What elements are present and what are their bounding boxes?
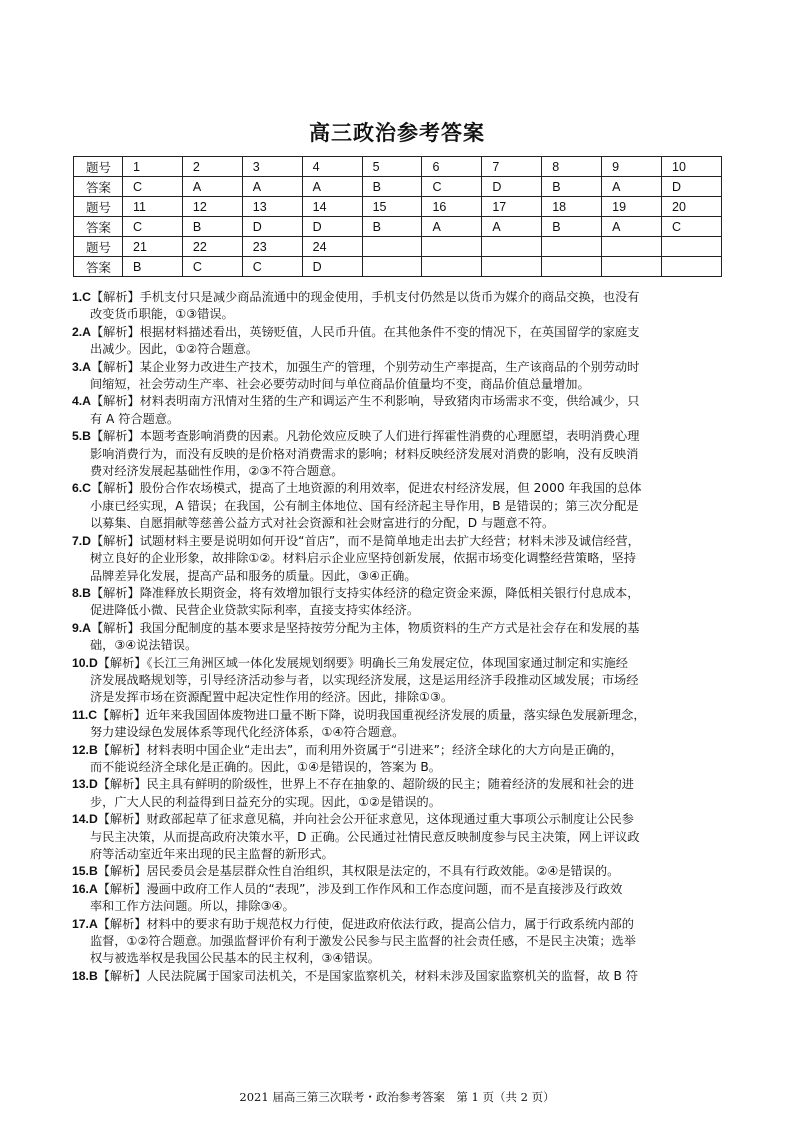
table-cell: B <box>362 177 422 197</box>
explanation-line: 费对经济发展起基础性作用，②③不符合题意。 <box>90 464 344 479</box>
explanation-line: 间缩短，社会劳动生产率、社会必要劳动时间与单位商品价值量均不变，商品价值总量增加。 <box>90 377 590 392</box>
table-cell <box>482 257 542 277</box>
explanation-text: 根据材料描述看出，英镑贬值，人民币升值。在其他条件不变的情况下，在英国留学的家庭支 <box>139 324 640 339</box>
explanation-line <box>72 811 732 828</box>
explanation-text: 材料表明南方汛情对生猪的生产和调运产生不利影响，导致猪肉市场需求不变，供给减少，只 <box>139 394 640 409</box>
analysis-tag: 【解析】 <box>97 864 147 879</box>
explanation-item <box>72 585 732 620</box>
explanation-item <box>72 533 732 585</box>
question-answer-label: 15.B <box>72 864 98 879</box>
table-cell: 19 <box>602 197 662 217</box>
table-cell: C <box>662 217 722 237</box>
explanation-line: 础，③④说法错误。 <box>90 638 198 653</box>
explanation-text: 近年来我国固体废物进口量不断下降，说明我国重视经济发展的质量，落实绿色发展新理念， <box>145 707 646 722</box>
explanation-text: 股份合作农场模式，提高了土地资源的利用效率，促进农村经济发展，但 2000 年我国的总体 <box>139 481 642 496</box>
table-cell: 9 <box>602 157 662 177</box>
explanation-text: 我国分配制度的基本要求是坚持按劳分配为主体，物质资料的生产方式是社会存在和发展的基 <box>139 620 640 635</box>
page-footer: 2021 届高三第三次联考・政治参考答案 第 1 页（共 2 页） <box>239 1090 555 1104</box>
table-row <box>74 217 722 237</box>
explanation-text: 人民法院属于国家司法机关，不是国家监察机关，材料未涉及国家监察机关的监督，故 B 符 <box>146 968 638 983</box>
analysis-tag: 【解析】 <box>90 394 140 409</box>
table-cell <box>662 237 722 257</box>
explanation-item <box>72 776 732 811</box>
explanation-text: 试题材料主要是说明如何开设“首店”，而不是简单地走出去扩大经营；材料未涉及诚信经营， <box>139 533 640 548</box>
explanation-line: 济发展战略规划等，引导经济活动参与者，以实现经济发展，这是运用经济手段推动区域发展；市场经 <box>90 672 639 687</box>
page-title: 高三政治参考答案 <box>309 120 485 145</box>
explanation-item <box>72 359 732 394</box>
explanation-line: 品牌差异化发展，提高产品和服务的质量。因此，③④正确。 <box>90 568 417 583</box>
table-cell: B <box>362 217 422 237</box>
explanation-text: 民主具有鲜明的阶级性，世界上不存在抽象的、超阶级的民主；随着经济的发展和社会的进 <box>146 777 634 792</box>
question-answer-label: 7.D <box>72 533 91 548</box>
explanation-line: 改变货币职能，①③错误。 <box>90 307 234 322</box>
table-cell: A <box>602 217 662 237</box>
explanation-line <box>72 881 732 898</box>
analysis-tag: 【解析】 <box>90 324 140 339</box>
table-cell: 11 <box>123 197 183 217</box>
explanation-line: 率和工作方法问题。所以，排除③④。 <box>90 899 295 914</box>
analysis-tag: 【解析】 <box>97 742 147 757</box>
explanation-item <box>72 289 732 324</box>
explanation-text: 降准释放长期资金，将有效增加银行支持实体经济的稳定资金来源，降低相关银行付息成本， <box>139 585 640 600</box>
analysis-tag: 【解析】 <box>97 881 147 896</box>
explanation-text: 本题考查影响消费的因素。凡勃伦效应反映了人们进行挥霍性消费的心理愿望，表明消费心理 <box>139 429 640 444</box>
explanation-line <box>72 585 732 602</box>
table-cell: C <box>182 257 242 277</box>
explanation-text: 居民委员会是基层群众性自治组织，其权限是法定的，不具有行政效能。②④是错误的。 <box>146 864 620 879</box>
row-label-cell: 题号 <box>74 237 123 257</box>
explanation-item <box>72 620 732 655</box>
explanation-line: 小康已经实现，A 错误；在我国，公有制主体地位、国有经济起主导作用，B 是错误的；第三次分配是 <box>90 498 639 513</box>
explanation-item <box>72 655 732 707</box>
table-cell: 7 <box>482 157 542 177</box>
table-cell <box>662 257 722 277</box>
table-cell: 23 <box>242 237 302 257</box>
explanation-item <box>72 742 732 777</box>
question-answer-label: 1.C <box>72 290 91 304</box>
table-cell: B <box>182 217 242 237</box>
table-cell: 3 <box>242 157 302 177</box>
explanation-line: 影响消费行为，而没有反映的是价格对消费需求的影响；材料反映经济发展对消费的影响，没有反映消 <box>90 446 639 461</box>
table-cell: B <box>542 177 602 197</box>
table-cell: 4 <box>302 157 362 177</box>
question-answer-label: 4.A <box>72 394 91 409</box>
explanation-line <box>72 480 732 497</box>
table-cell: C <box>123 217 183 237</box>
explanation-text: 某企业努力改进生产技术，加强生产的管理，个别劳动生产率提高，生产该商品的个别劳动时 <box>139 359 640 374</box>
explanation-item <box>72 881 732 916</box>
explanation-line <box>72 393 732 410</box>
explanation-list <box>72 289 732 985</box>
table-cell <box>422 257 482 277</box>
question-answer-label: 13.D <box>72 777 98 792</box>
explanation-item <box>72 707 732 742</box>
question-answer-label: 11.C <box>72 707 98 722</box>
explanation-line: 出减少。因此，①②符合题意。 <box>90 342 259 357</box>
analysis-tag: 【解析】 <box>97 655 147 670</box>
explanation-line <box>72 776 732 793</box>
table-cell: 10 <box>662 157 722 177</box>
table-cell: 13 <box>242 197 302 217</box>
analysis-tag: 【解析】 <box>97 968 147 983</box>
question-answer-label: 9.A <box>72 620 91 635</box>
table-cell: D <box>302 257 362 277</box>
row-label-cell: 题号 <box>74 157 123 177</box>
analysis-tag: 【解析】 <box>90 359 140 374</box>
question-answer-label: 2.A <box>72 324 91 339</box>
table-cell: C <box>422 177 482 197</box>
explanation-line <box>72 655 732 672</box>
explanation-line: 府等活动室近年来出现的民主监督的新形式。 <box>90 847 334 861</box>
table-cell <box>362 237 422 257</box>
explanation-line: 促进降低小微、民营企业贷款实际利率，直接支持实体经济。 <box>90 603 420 618</box>
table-cell: 18 <box>542 197 602 217</box>
explanation-line <box>72 968 732 985</box>
explanation-text: 材料表明中国企业“走出去”，而利用外资属于“引进来”；经济全球化的大方向是正确的， <box>146 742 623 757</box>
table-cell <box>542 237 602 257</box>
explanation-text: 漫画中政府工作人员的“表现”，涉及到工作作风和工作态度问题，而不是直接涉及行政效 <box>146 881 623 896</box>
analysis-tag: 【解析】 <box>97 777 147 792</box>
explanation-text: 材料中的要求有助于规范权力行使，促进政府依法行政，提高公信力，属于行政系统内部的 <box>146 916 634 931</box>
analysis-tag: 【解析】 <box>90 585 140 600</box>
answer-table <box>73 156 722 277</box>
question-answer-label: 5.B <box>72 429 91 444</box>
explanation-item <box>72 393 732 428</box>
table-row <box>74 197 722 217</box>
explanation-item <box>72 428 732 480</box>
table-cell <box>542 257 602 277</box>
table-cell: B <box>123 257 183 277</box>
row-label-cell: 题号 <box>74 197 123 217</box>
table-cell: 8 <box>542 157 602 177</box>
explanation-line <box>72 428 732 445</box>
question-answer-label: 12.B <box>72 742 98 757</box>
question-answer-label: 8.B <box>72 585 91 600</box>
explanation-line <box>72 359 732 376</box>
explanation-line <box>72 863 732 880</box>
table-cell: C <box>242 257 302 277</box>
explanation-line <box>72 289 732 306</box>
analysis-tag: 【解析】 <box>90 533 140 548</box>
table-cell: 6 <box>422 157 482 177</box>
explanation-line: 有 A 符合题意。 <box>90 411 180 426</box>
explanation-line: 而不能说经济全球化是正确的。因此，①④是错误的，答案为 B。 <box>90 759 441 774</box>
table-cell: B <box>542 217 602 237</box>
explanation-line <box>72 533 732 550</box>
table-row <box>74 257 722 277</box>
table-cell: D <box>242 217 302 237</box>
explanation-line <box>72 707 732 724</box>
explanation-line: 与民主决策，从而提高政府决策水平，D 正确。公民通过社情民意反映制度参与民主决策，网上评议政 <box>90 829 640 844</box>
table-cell <box>362 257 422 277</box>
row-label-cell: 答案 <box>74 217 123 237</box>
table-row <box>74 157 722 177</box>
table-cell: 22 <box>182 237 242 257</box>
table-cell: D <box>662 177 722 197</box>
explanation-item <box>72 863 732 880</box>
explanation-item <box>72 324 732 359</box>
explanation-text: 财政部起草了征求意见稿，并向社会公开征求意见，这体现通过重大事项公示制度让公民参 <box>146 812 634 827</box>
table-cell <box>422 237 482 257</box>
question-answer-label: 18.B <box>72 968 98 983</box>
analysis-tag: 【解析】 <box>97 916 147 931</box>
table-cell: 1 <box>123 157 183 177</box>
analysis-tag: 【解析】 <box>90 429 140 444</box>
table-cell: C <box>123 177 183 197</box>
question-answer-label: 6.C <box>72 481 91 496</box>
question-answer-label: 16.A <box>72 881 98 896</box>
table-cell: A <box>482 217 542 237</box>
table-cell: 2 <box>182 157 242 177</box>
explanation-line <box>72 916 732 933</box>
table-cell: A <box>242 177 302 197</box>
table-cell: 21 <box>123 237 183 257</box>
table-cell: A <box>302 177 362 197</box>
table-cell <box>482 237 542 257</box>
table-cell: 12 <box>182 197 242 217</box>
table-cell: A <box>422 217 482 237</box>
row-label-cell: 答案 <box>74 177 123 197</box>
explanation-line: 权与被选举权是我国公民基本的民主权利，③④错误。 <box>90 951 380 966</box>
explanation-item <box>72 968 732 985</box>
explanation-item <box>72 811 732 863</box>
table-row <box>74 177 722 197</box>
explanation-line <box>72 742 732 759</box>
explanation-line: 树立良好的企业形象，故排除①②。材料启示企业应坚持创新发展，依据市场变化调整经营策略，坚持 <box>90 551 636 566</box>
table-row <box>74 237 722 257</box>
explanation-line: 步，广大人民的利益得到日益充分的实现。因此，①②是错误的。 <box>90 794 441 809</box>
question-answer-label: 17.A <box>72 916 98 931</box>
table-cell: 14 <box>302 197 362 217</box>
explanation-line: 努力建设绿色发展体系等现代化经济体系，①④符合题意。 <box>90 725 405 740</box>
table-cell: 15 <box>362 197 422 217</box>
question-answer-label: 14.D <box>72 812 98 827</box>
question-answer-label: 10.D <box>72 655 98 670</box>
explanation-item <box>72 480 732 532</box>
explanation-line: 以募集、自愿捐献等慈善公益方式对社会资源和社会财富进行的分配，D 与题意不符。 <box>90 516 555 531</box>
analysis-tag: 【解析】 <box>90 620 140 635</box>
analysis-tag: 【解析】 <box>90 290 140 304</box>
table-cell: A <box>182 177 242 197</box>
question-answer-label: 3.A <box>72 359 91 374</box>
table-cell: D <box>302 217 362 237</box>
table-cell: 20 <box>662 197 722 217</box>
table-cell: 5 <box>362 157 422 177</box>
explanation-line: 监督，①②符合题意。加强监督评价有利于激发公民参与民主监督的社会责任感，不是民主决策；选举 <box>90 934 636 949</box>
explanation-text: 《长江三角洲区域一体化发展规划纲要》明确长三角发展定位，体现国家通过制定和实施经 <box>146 655 628 670</box>
table-cell <box>602 257 662 277</box>
table-cell: 17 <box>482 197 542 217</box>
explanation-item <box>72 916 732 968</box>
analysis-tag: 【解析】 <box>90 481 140 496</box>
table-cell: A <box>602 177 662 197</box>
explanation-line <box>72 620 732 637</box>
table-cell <box>602 237 662 257</box>
explanation-line: 济是发挥市场在资源配置中起决定性作用的经济。因此，排除①③。 <box>90 690 454 705</box>
table-cell: D <box>482 177 542 197</box>
table-cell: 24 <box>302 237 362 257</box>
analysis-tag: 【解析】 <box>97 707 146 722</box>
analysis-tag: 【解析】 <box>97 812 147 827</box>
explanation-text: 手机支付只是减少商品流通中的现金使用，手机支付仍然是以货币为媒介的商品交换，也没有 <box>139 290 640 304</box>
row-label-cell: 答案 <box>74 257 123 277</box>
explanation-line <box>72 324 732 341</box>
table-cell: 16 <box>422 197 482 217</box>
